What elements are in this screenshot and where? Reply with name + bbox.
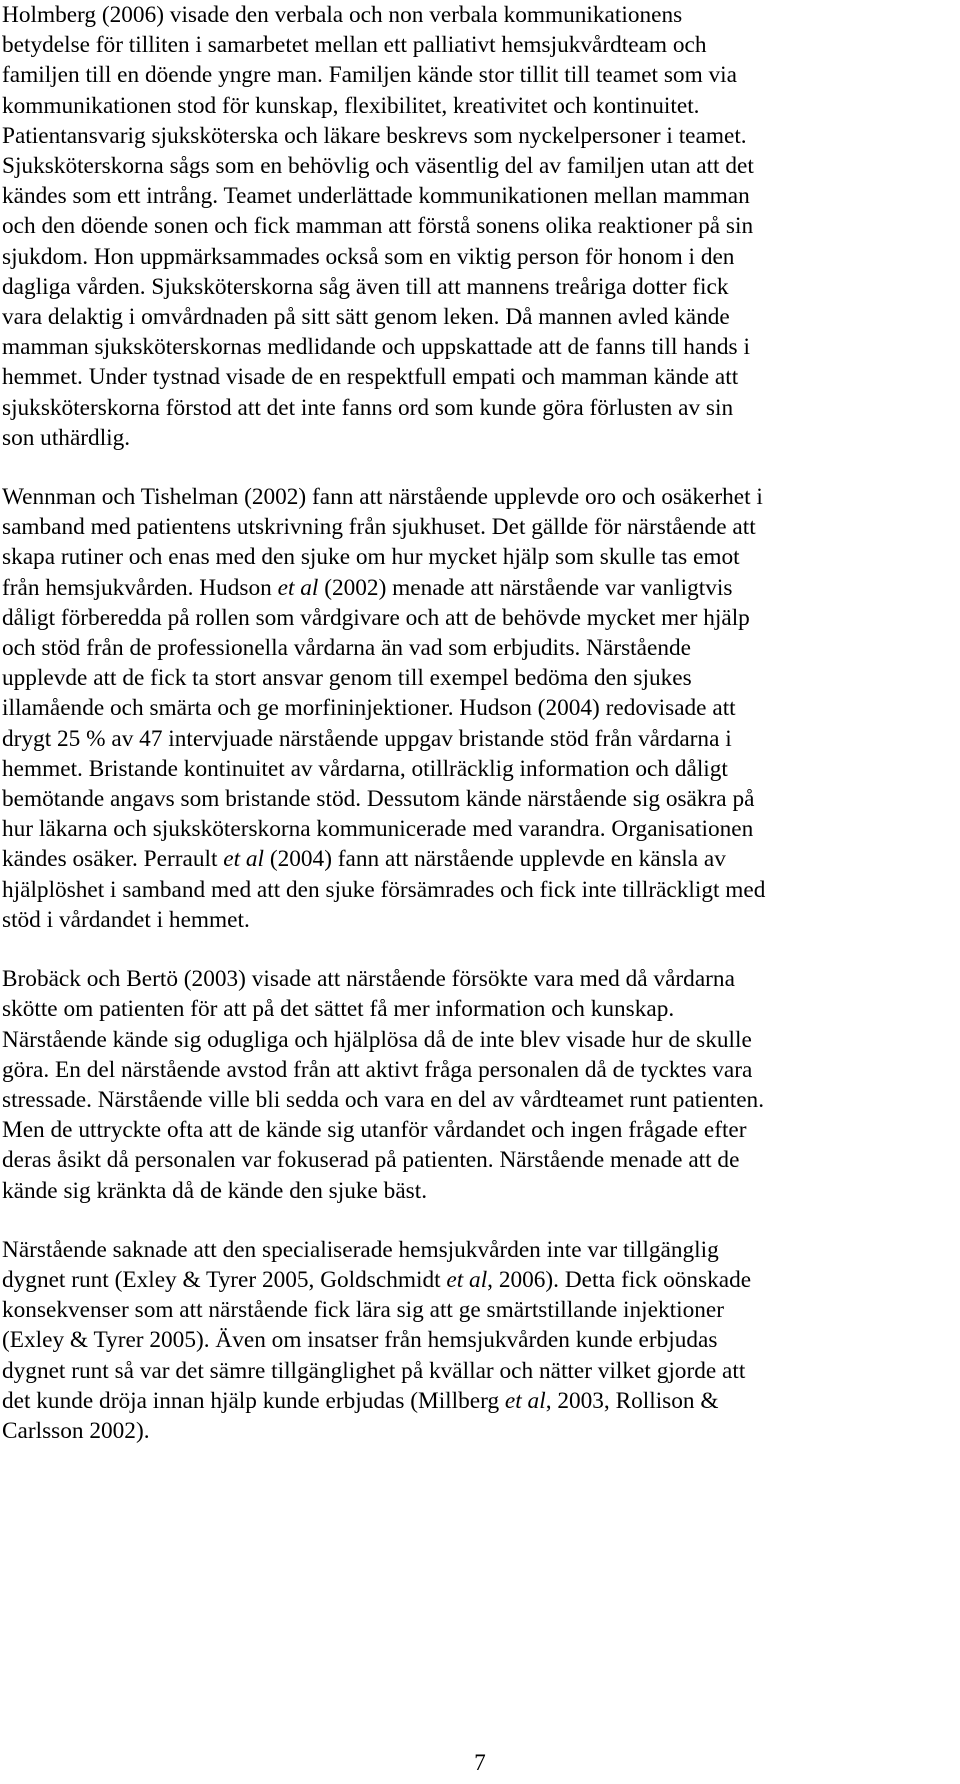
text-run: det kunde dröja innan hjälp kunde erbjudas (Millberg bbox=[2, 1387, 505, 1414]
text-run: bemötande angavs som bristande stöd. Dessutom kände närstående sig osäkra på bbox=[2, 786, 755, 813]
text-run: vara delaktig i omvårdnaden på sitt sätt genom leken. Då mannen avled kände bbox=[2, 304, 730, 331]
text-line bbox=[2, 211, 952, 241]
text-run: hemmet. Bristande kontinuitet av vårdarna, otillräcklig information och dåligt bbox=[2, 755, 728, 782]
text-run: mamman sjuksköterskornas medlidande och uppskattade att de fanns till hands i bbox=[2, 334, 750, 361]
text-line bbox=[2, 1235, 952, 1265]
text-line bbox=[2, 693, 952, 723]
text-line bbox=[2, 0, 952, 30]
text-line bbox=[2, 1265, 952, 1295]
text-run: från hemsjukvården. Hudson bbox=[2, 574, 278, 601]
text-line bbox=[2, 242, 952, 272]
text-line bbox=[2, 393, 952, 423]
text-run: son uthärdlig. bbox=[2, 424, 131, 451]
text-line bbox=[2, 905, 952, 935]
body-text bbox=[2, 0, 952, 1475]
text-line bbox=[2, 844, 952, 874]
text-line bbox=[2, 272, 952, 302]
text-run: sjukdom. Hon uppmärksammades också som en viktig person för honom i den bbox=[2, 243, 735, 270]
text-line bbox=[2, 994, 952, 1024]
text-run: Närstående saknade att den specialiserade hemsjukvården inte var tillgänglig bbox=[2, 1236, 719, 1263]
text-run: stressade. Närstående ville bli sedda och vara en del av vårdteamet runt patienten. bbox=[2, 1086, 765, 1113]
text-run: göra. En del närstående avstod från att aktivt fråga personalen då de tycktes vara bbox=[2, 1056, 753, 1083]
text-line bbox=[2, 482, 952, 512]
text-line bbox=[2, 964, 952, 994]
paragraph bbox=[2, 482, 952, 935]
text-run: Närstående kände sig odugliga och hjälplösa då de inte blev visade hur de skulle bbox=[2, 1026, 752, 1053]
text-run: (2002) menade att närstående var vanligtvis bbox=[318, 574, 733, 601]
text-run: skapa rutiner och enas med den sjuke om hur mycket hjälp som skulle tas emot bbox=[2, 544, 740, 571]
text-run: hur läkarna och sjuksköterskorna kommunicerade med varandra. Organisationen bbox=[2, 816, 754, 843]
text-line bbox=[2, 1025, 952, 1055]
text-run: familjen till en döende yngre man. Familjen kände stor tillit till teamet som via bbox=[2, 62, 737, 89]
text-run: deras åsikt då personalen var fokuserad på patienten. Närstående menade att de bbox=[2, 1147, 740, 1174]
text-line bbox=[2, 603, 952, 633]
text-run: Carlsson 2002). bbox=[2, 1417, 150, 1444]
text-run: sjuksköterskorna förstod att det inte fanns ord som kunde göra förlusten av sin bbox=[2, 394, 734, 421]
text-run: dagliga vården. Sjuksköterskorna såg även till att mannens treåriga dotter fick bbox=[2, 273, 729, 300]
text-line bbox=[2, 1416, 952, 1446]
text-line bbox=[2, 1295, 952, 1325]
text-run: skötte om patienten för att på det sättet få mer information och kunskap. bbox=[2, 996, 675, 1023]
text-run: samband med patientens utskrivning från sjukhuset. Det gällde för närstående att bbox=[2, 514, 756, 541]
text-line bbox=[2, 724, 952, 754]
paragraph bbox=[2, 0, 952, 453]
text-line bbox=[2, 30, 952, 60]
text-run: kommunikationen stod för kunskap, flexibilitet, kreativitet och kontinuitet. bbox=[2, 92, 700, 119]
text-line bbox=[2, 151, 952, 181]
text-run: Wennman och Tishelman (2002) fann att närstående upplevde oro och osäkerhet i bbox=[2, 484, 763, 511]
text-line bbox=[2, 1176, 952, 1206]
text-run: (Exley & Tyrer 2005). Även om insatser från hemsjukvården kunde erbjudas bbox=[2, 1327, 718, 1354]
text-run: dygnet runt (Exley & Tyrer 2005, Goldschmidt bbox=[2, 1266, 447, 1293]
italic-text: et al bbox=[223, 846, 265, 873]
text-run: dygnet runt så var det sämre tillgänglighet på kvällar och nätter vilket gjorde att bbox=[2, 1357, 746, 1384]
italic-text: et al bbox=[446, 1266, 488, 1293]
text-line bbox=[2, 1145, 952, 1175]
italic-text: et al bbox=[504, 1387, 546, 1414]
text-line bbox=[2, 1356, 952, 1386]
text-run: Men de uttryckte ofta att de kände sig utanför vårdandet och ingen frågade efter bbox=[2, 1117, 747, 1144]
text-run: konsekvenser som att närstående fick lära sig att ge smärtstillande injektioner bbox=[2, 1297, 724, 1324]
text-run: Brobäck och Bertö (2003) visade att närstående försökte vara med då vårdarna bbox=[2, 966, 735, 993]
text-line bbox=[2, 875, 952, 905]
text-line bbox=[2, 814, 952, 844]
text-line bbox=[2, 1386, 952, 1416]
text-run: Patientansvarig sjuksköterska och läkare beskrevs som nyckelpersoner i teamet. bbox=[2, 122, 747, 149]
paragraph bbox=[2, 1235, 952, 1446]
text-line bbox=[2, 633, 952, 663]
text-run: kände sig kränkta då de kände den sjuke bäst. bbox=[2, 1177, 428, 1204]
text-run: , 2006). Detta fick oönskade bbox=[487, 1266, 752, 1293]
text-line bbox=[2, 1055, 952, 1085]
text-run: och den döende sonen och fick mamman att förstå sonens olika reaktioner på sin bbox=[2, 213, 754, 240]
text-line bbox=[2, 754, 952, 784]
text-line bbox=[2, 512, 952, 542]
text-line bbox=[2, 121, 952, 151]
text-run: betydelse för tilliten i samarbetet mellan ett palliativt hemsjukvårdteam och bbox=[2, 32, 707, 59]
text-run: , 2003, Rollison & bbox=[545, 1387, 719, 1414]
paragraph bbox=[2, 964, 952, 1206]
text-run: hjälplöshet i samband med att den sjuke försämrades och fick inte tillräckligt med bbox=[2, 876, 766, 903]
text-line bbox=[2, 423, 952, 453]
text-line bbox=[2, 302, 952, 332]
text-run: drygt 25 % av 47 intervjuade närstående uppgav bristande stöd från vårdarna i bbox=[2, 725, 732, 752]
italic-text: et al bbox=[277, 574, 319, 601]
page-number: 7 bbox=[474, 1750, 486, 1776]
text-run: (2004) fann att närstående upplevde en känsla av bbox=[264, 846, 726, 873]
text-line bbox=[2, 91, 952, 121]
text-run: Holmberg (2006) visade den verbala och non verbala kommunikationens bbox=[2, 2, 683, 28]
text-run: kändes osäker. Perrault bbox=[2, 846, 224, 873]
text-line bbox=[2, 362, 952, 392]
text-run: dåligt förberedda på rollen som vårdgivare och att de behövde mycket mer hjälp bbox=[2, 604, 750, 631]
text-line bbox=[2, 1085, 952, 1115]
text-run: Sjuksköterskorna sågs som en behövlig och väsentlig del av familjen utan att det bbox=[2, 153, 754, 180]
text-line bbox=[2, 1325, 952, 1355]
text-line bbox=[2, 663, 952, 693]
text-line bbox=[2, 332, 952, 362]
text-line bbox=[2, 60, 952, 90]
text-line bbox=[2, 181, 952, 211]
text-line bbox=[2, 542, 952, 572]
text-run: stöd i vårdandet i hemmet. bbox=[2, 906, 250, 933]
text-line bbox=[2, 573, 952, 603]
text-run: och stöd från de professionella vårdarna än vad som erbjudits. Närstående bbox=[2, 635, 691, 662]
text-run: illamående och smärta och ge morfininjektioner. Hudson (2004) redovisade att bbox=[2, 695, 736, 722]
text-line bbox=[2, 784, 952, 814]
text-run: kändes som ett intrång. Teamet underlättade kommunikationen mellan mamman bbox=[2, 183, 750, 210]
text-line bbox=[2, 1115, 952, 1145]
text-run: upplevde att de fick ta stort ansvar genom till exempel bedöma den sjukes bbox=[2, 665, 692, 692]
text-run: hemmet. Under tystnad visade de en respektfull empati och mamman kände att bbox=[2, 364, 739, 391]
